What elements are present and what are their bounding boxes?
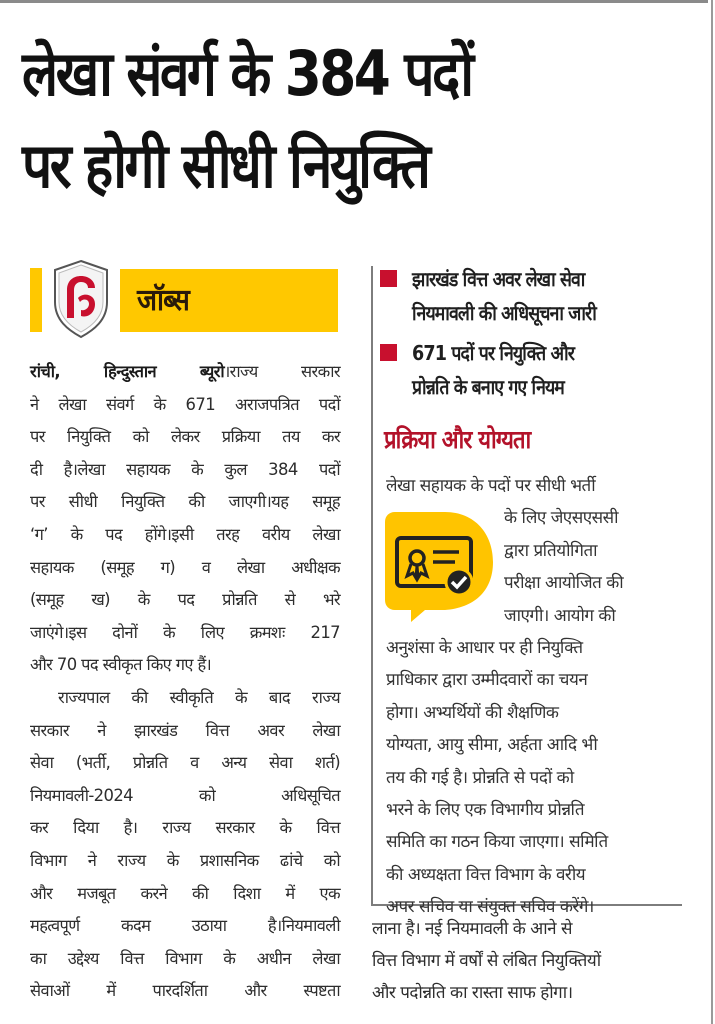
process-line: द्वारा प्रतियोगिता: [504, 540, 598, 561]
highlight-item: झारखंड वित्त अवर लेखा सेवा नियमावली की अधिसूचना जारी: [380, 262, 710, 330]
article-line: सेवाओं में पारदर्शिता और स्पष्टता: [30, 981, 340, 1001]
process-line: अनुशंसा के आधार पर ही नियुक्ति: [386, 638, 583, 659]
process-box-title: प्रक्रिया और योग्यता: [384, 425, 531, 454]
article-line: पर सीधी नियुक्ति की जाएगी।यह समूह: [30, 492, 340, 512]
column-divider: [371, 266, 373, 906]
process-line: लेखा सहायक के पदों पर सीधी भर्ती: [386, 476, 596, 496]
process-line: अपर सचिव या संयुक्त सचिव करेंगे।: [386, 897, 594, 918]
section-label: जॉब्स: [137, 283, 190, 318]
article-line: कर दिया है। राज्य सरकार के वित्त: [30, 818, 340, 838]
process-line: के लिए जेएसएससी: [504, 508, 618, 529]
square-bullet-icon: [380, 344, 397, 361]
process-box-body: [386, 470, 686, 924]
article-line: पर नियुक्ति को लेकर प्रक्रिया तय कर: [30, 427, 340, 447]
article-line: विभाग ने राज्य के प्रशासनिक ढांचे को: [30, 850, 340, 870]
article-line: दी है।लेखा सहायक के कुल 384 पदों: [30, 459, 340, 479]
hindustan-logo-icon: [50, 258, 112, 340]
top-rule: [0, 0, 708, 3]
right-rule: [711, 0, 713, 1024]
article-line: नियमावली-2024 को अधिसूचित: [30, 785, 340, 805]
article-line: और पदोन्नति का रास्ता साफ होगा।: [372, 983, 573, 1003]
article-line: सेवा (भर्ती, प्रोन्नति व अन्य सेवा शर्त): [30, 753, 340, 773]
article-line: जाएंगे।इस दोनों के लिए क्रमशः 217: [30, 622, 340, 642]
process-line: की अध्यक्षता वित्त विभाग के वरीय: [386, 864, 586, 885]
headline-line-2: पर होगी सीधी नियुक्ति: [22, 129, 429, 202]
process-line: तय की गई है। प्रोन्नति से पदों को: [386, 767, 574, 788]
headline: [22, 28, 607, 212]
process-line: होगा। अभ्यर्थियों की शैक्षणिक: [386, 702, 559, 723]
highlights: [380, 262, 710, 410]
banner-accent-bar: [30, 268, 42, 332]
process-line: जाएगी। आयोग की: [504, 605, 616, 626]
article-line: और 70 पद स्वीकृत किए गए हैं।: [30, 655, 212, 675]
article-line: महत्वपूर्ण कदम उठाया है।नियमावली: [30, 916, 340, 936]
process-line: प्राधिकार द्वारा उम्मीदवारों का चयन: [386, 670, 588, 691]
article-line: लाना है। नई नियमावली के आने से: [372, 919, 572, 939]
dateline: रांची, हिन्दुस्तान ब्यूरो: [30, 362, 225, 381]
article-line: सरकार ने झारखंड वित्त अवर लेखा: [30, 720, 340, 740]
article-line: और मजबूत करने की दिशा में एक: [30, 883, 340, 903]
article-line: का उद्देश्य वित्त विभाग के अधीन लेखा: [30, 948, 340, 968]
article-line: (समूह ख) के पद प्रोन्नति से भरे: [30, 590, 340, 610]
process-line: परीक्षा आयोजित की: [504, 573, 624, 594]
article-line: रांची, हिन्दुस्तान ब्यूरो।राज्य सरकार: [30, 362, 340, 381]
process-line: समिति का गठन किया जाएगा। समिति: [386, 832, 608, 853]
highlight-item: 671 पदों पर नियुक्ति और प्रोन्नति के बनाए गए नियम: [380, 336, 710, 404]
headline-line-1: लेखा संवर्ग के 384 पदों: [22, 37, 472, 110]
process-line: भरने के लिए एक विभागीय प्रोन्नति: [386, 800, 585, 821]
article-line: राज्यपाल की स्वीकृति के बाद राज्य: [58, 687, 340, 707]
article-line: सहायक (समूह ग) व लेखा अधीक्षक: [30, 557, 340, 577]
process-line: योग्यता, आयु सीमा, अर्हता आदि भी: [386, 735, 598, 756]
article-body: [30, 356, 340, 1008]
article-line: ‘ग’ के पद होंगे।इसी तरह वरीय लेखा: [30, 524, 340, 544]
square-bullet-icon: [380, 270, 397, 287]
article-line: वित्त विभाग में वर्षों से लंबित नियुक्तियों: [372, 951, 601, 971]
article-line: ने लेखा संवर्ग के 671 अराजपत्रित पदों: [30, 394, 340, 414]
article-continuation: [372, 913, 672, 1009]
